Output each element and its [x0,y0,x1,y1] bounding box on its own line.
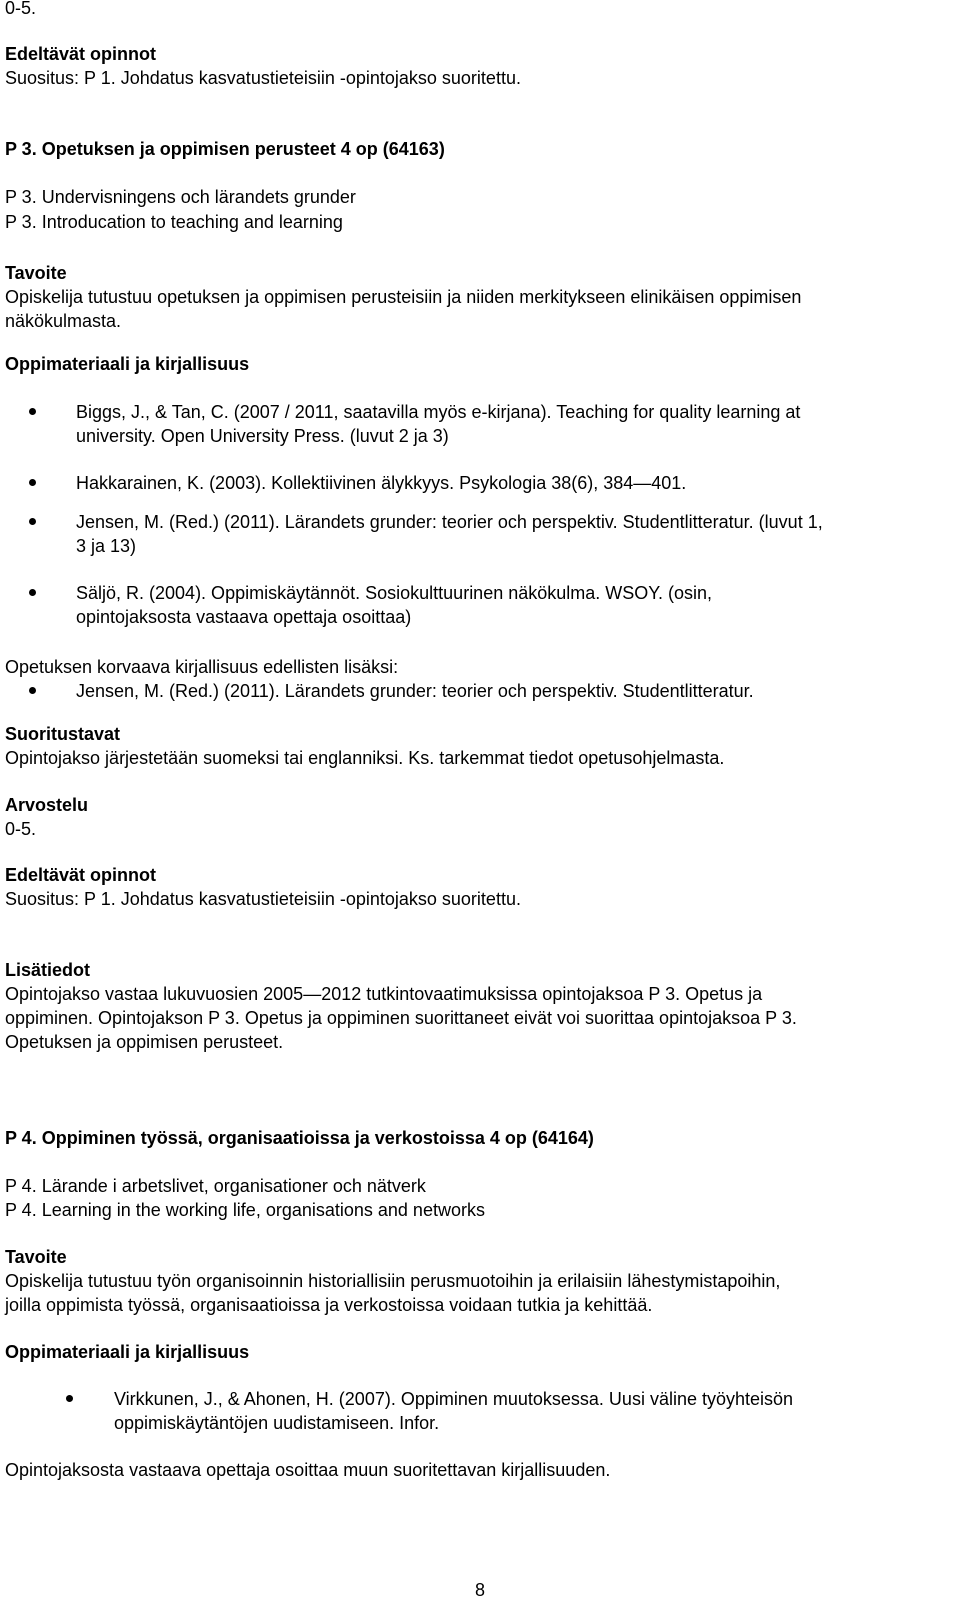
literature-item-line: Virkkunen, J., & Ahonen, H. (2007). Oppiminen muutoksessa. Uusi väline työyhteisön [114,1389,794,1409]
course-p3-title: P 3. Opetuksen ja oppimisen perusteet 4 op (64163) [5,139,445,159]
course-p4-note: Opintojaksosta vastaava opettaja osoittaa muun suoritettavan kirjallisuuden. [5,1460,611,1480]
course-p4-swedish-title: P 4. Lärande i arbetslivet, organisationer och nätverk [5,1176,426,1196]
page-number: 8 [474,1580,485,1600]
literature-item-line: Biggs, J., & Tan, C. (2007 / 2011, saatavilla myös e-kirjana). Teaching for quality learning at [76,402,801,422]
prerequisites-heading: Edeltävät opinnot [5,865,157,885]
grading-text: 0-5. [5,819,37,839]
grade-scale-text: 0-5. [5,0,37,18]
course-p3-english-title: P 3. Introducation to teaching and learning [5,212,343,232]
bullet-icon [29,687,36,694]
prerequisites-heading: Edeltävät opinnot [5,44,157,64]
literature-item-line: Säljö, R. (2004). Oppimiskäytännöt. Sosiokulttuurinen näkökulma. WSOY. (osin, [76,583,712,603]
literature-item-line: opintojaksosta vastaava opettaja osoittaa) [76,607,412,627]
objective-text-line: joilla oppimista työssä, organisaatioissa ja verkostoissa voidaan tutkia ja kehittää. [5,1295,653,1315]
prerequisites-text: Suositus: P 1. Johdatus kasvatustieteisiin -opintojakso suoritettu. [5,68,521,88]
literature-item-line: Hakkarainen, K. (2003). Kollektiivinen älykkyys. Psykologia 38(6), 384—401. [76,473,687,493]
bullet-icon [29,408,36,415]
bullet-icon [29,518,36,525]
course-p3-swedish-title: P 3. Undervisningens och lärandets grunder [5,187,356,207]
literature-item-line: university. Open University Press. (luvut 2 ja 3) [76,426,449,446]
objective-text-line: näkökulmasta. [5,311,122,331]
completion-text: Opintojakso järjestetään suomeksi tai englanniksi. Ks. tarkemmat tiedot opetusohjelmasta. [5,748,725,768]
bullet-icon [29,479,36,486]
course-p4-title: P 4. Oppiminen työssä, organisaatioissa ja verkostoissa 4 op (64164) [5,1128,594,1148]
completion-heading: Suoritustavat [5,724,121,744]
grading-heading: Arvostelu [5,795,89,815]
additional-info-line: oppiminen. Opintojakson P 3. Opetus ja oppiminen suorittaneet eivät voi suorittaa opintojaksoa P 3. [5,1008,797,1028]
literature-heading: Oppimateriaali ja kirjallisuus [5,1342,250,1362]
replacement-literature-heading: Opetuksen korvaava kirjallisuus edellisten lisäksi: [5,657,399,677]
literature-item-line: oppimiskäytäntöjen uudistamiseen. Infor. [114,1413,440,1433]
literature-item-line: 3 ja 13) [76,536,137,556]
objective-text-line: Opiskelija tutustuu opetuksen ja oppimisen perusteisiin ja niiden merkitykseen elinikäisen oppimisen [5,287,802,307]
objective-heading: Tavoite [5,1247,67,1267]
objective-text-line: Opiskelija tutustuu työn organisoinnin historiallisiin perusmuotoihin ja erilaisiin lähestymistapoihin, [5,1271,781,1291]
bullet-icon [66,1395,73,1402]
literature-heading: Oppimateriaali ja kirjallisuus [5,354,250,374]
additional-info-heading: Lisätiedot [5,960,91,980]
prerequisites-text: Suositus: P 1. Johdatus kasvatustieteisiin -opintojakso suoritettu. [5,889,521,909]
literature-item-line: Jensen, M. (Red.) (2011). Lärandets grunder: teorier och perspektiv. Studentlitteratur. (luvut 1, [76,512,823,532]
additional-info-line: Opintojakso vastaa lukuvuosien 2005—2012 tutkintovaatimuksissa opintojaksoa P 3. Opetus ja [5,984,763,1004]
course-p4-english-title: P 4. Learning in the working life, organisations and networks [5,1200,485,1220]
objective-heading: Tavoite [5,263,67,283]
bullet-icon [29,589,36,596]
replacement-literature-item: Jensen, M. (Red.) (2011). Lärandets grunder: teorier och perspektiv. Studentlitteratur. [76,681,754,701]
additional-info-line: Opetuksen ja oppimisen perusteet. [5,1032,284,1052]
